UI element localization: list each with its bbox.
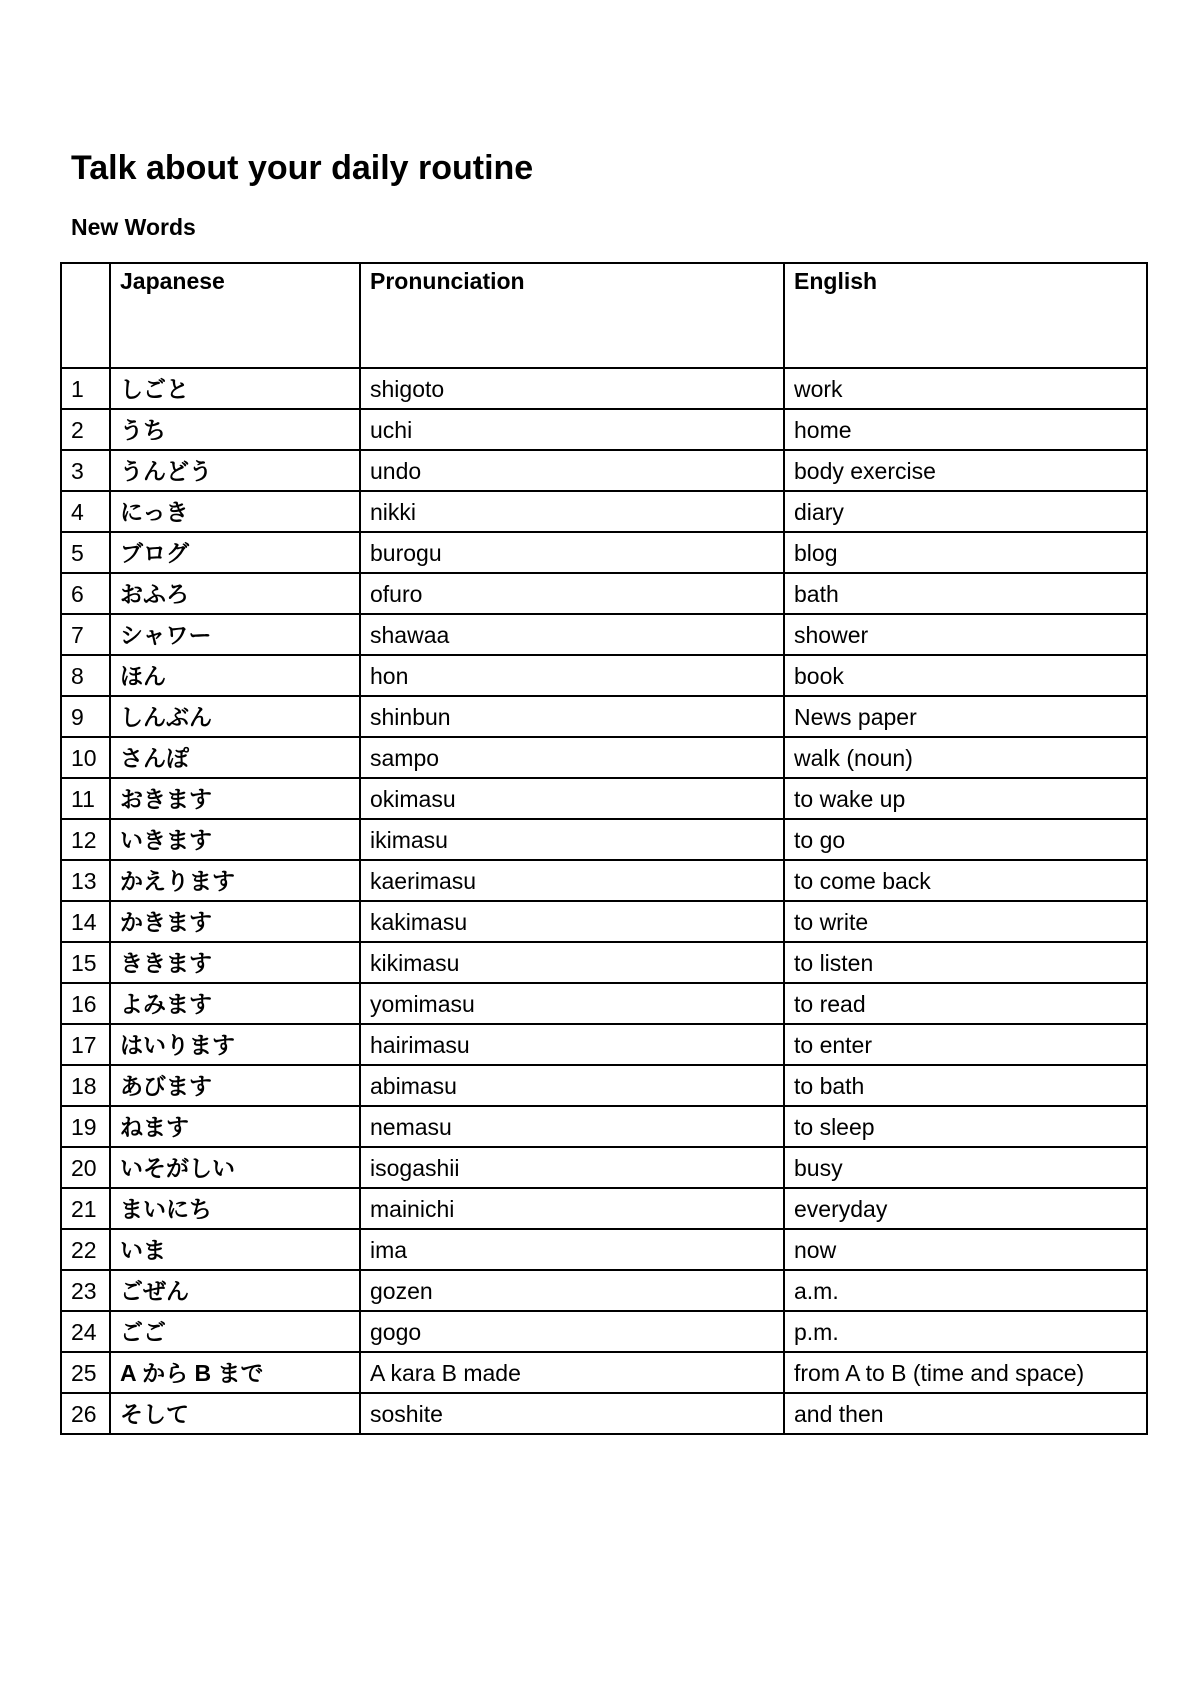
cell-number: 15 (61, 942, 110, 983)
cell-pronunciation: sampo (360, 737, 784, 778)
cell-english: to enter (784, 1024, 1147, 1065)
cell-number: 4 (61, 491, 110, 532)
cell-pronunciation: undo (360, 450, 784, 491)
table-row (61, 1311, 1147, 1352)
cell-pronunciation: kaerimasu (360, 860, 784, 901)
cell-pronunciation: shinbun (360, 696, 784, 737)
cell-japanese: はいります (110, 1024, 360, 1065)
table-row (61, 860, 1147, 901)
cell-pronunciation: nikki (360, 491, 784, 532)
cell-english: to sleep (784, 1106, 1147, 1147)
cell-english: book (784, 655, 1147, 696)
cell-number: 22 (61, 1229, 110, 1270)
table-row (61, 573, 1147, 614)
table-header-row (61, 263, 1147, 368)
cell-pronunciation: A kara B made (360, 1352, 784, 1393)
cell-japanese: にっき (110, 491, 360, 532)
table-row (61, 737, 1147, 778)
cell-number: 1 (61, 368, 110, 409)
cell-japanese: ほん (110, 655, 360, 696)
cell-number: 17 (61, 1024, 110, 1065)
cell-number: 7 (61, 614, 110, 655)
cell-english: blog (784, 532, 1147, 573)
cell-english: to read (784, 983, 1147, 1024)
cell-english: to bath (784, 1065, 1147, 1106)
cell-pronunciation: ima (360, 1229, 784, 1270)
cell-pronunciation: okimasu (360, 778, 784, 819)
cell-japanese: ごご (110, 1311, 360, 1352)
table-row (61, 655, 1147, 696)
table-row (61, 1024, 1147, 1065)
table-row (61, 1229, 1147, 1270)
table-row (61, 409, 1147, 450)
table-row (61, 491, 1147, 532)
cell-english: p.m. (784, 1311, 1147, 1352)
cell-number: 25 (61, 1352, 110, 1393)
cell-number: 23 (61, 1270, 110, 1311)
cell-number: 16 (61, 983, 110, 1024)
cell-japanese: シャワー (110, 614, 360, 655)
table-row (61, 450, 1147, 491)
cell-number: 18 (61, 1065, 110, 1106)
table-row (61, 901, 1147, 942)
section-subtitle: New Words (71, 214, 196, 240)
cell-number: 20 (61, 1147, 110, 1188)
cell-english: from A to B (time and space) (784, 1352, 1147, 1393)
table-row (61, 532, 1147, 573)
cell-english: to come back (784, 860, 1147, 901)
table-row (61, 1393, 1147, 1434)
cell-pronunciation: abimasu (360, 1065, 784, 1106)
cell-english: to wake up (784, 778, 1147, 819)
vocabulary-table (60, 262, 1148, 1435)
cell-japanese: しごと (110, 368, 360, 409)
cell-english: now (784, 1229, 1147, 1270)
cell-japanese: おふろ (110, 573, 360, 614)
cell-english: home (784, 409, 1147, 450)
cell-number: 13 (61, 860, 110, 901)
cell-english: everyday (784, 1188, 1147, 1229)
cell-english: News paper (784, 696, 1147, 737)
cell-number: 11 (61, 778, 110, 819)
page-title: Talk about your daily routine (71, 149, 534, 187)
table-row (61, 1188, 1147, 1229)
cell-english: shower (784, 614, 1147, 655)
table-row (61, 1147, 1147, 1188)
cell-english: diary (784, 491, 1147, 532)
table-row (61, 696, 1147, 737)
cell-japanese: いま (110, 1229, 360, 1270)
table-row (61, 1106, 1147, 1147)
cell-number: 21 (61, 1188, 110, 1229)
table-row (61, 368, 1147, 409)
cell-japanese: よみます (110, 983, 360, 1024)
header-pronunciation: Pronunciation (360, 263, 784, 368)
cell-japanese: まいにち (110, 1188, 360, 1229)
cell-japanese: そして (110, 1393, 360, 1434)
cell-english: walk (noun) (784, 737, 1147, 778)
cell-pronunciation: hon (360, 655, 784, 696)
cell-japanese: おきます (110, 778, 360, 819)
cell-japanese: A から B まで (110, 1352, 360, 1393)
cell-japanese: ブログ (110, 532, 360, 573)
table-row (61, 614, 1147, 655)
cell-number: 24 (61, 1311, 110, 1352)
cell-japanese: しんぶん (110, 696, 360, 737)
cell-english: to go (784, 819, 1147, 860)
cell-number: 19 (61, 1106, 110, 1147)
cell-japanese: あびます (110, 1065, 360, 1106)
cell-pronunciation: kikimasu (360, 942, 784, 983)
cell-number: 14 (61, 901, 110, 942)
cell-pronunciation: soshite (360, 1393, 784, 1434)
cell-english: to write (784, 901, 1147, 942)
table-row (61, 1352, 1147, 1393)
cell-pronunciation: isogashii (360, 1147, 784, 1188)
table-row (61, 1270, 1147, 1311)
header-english: English (784, 263, 1147, 368)
header-number (61, 263, 110, 368)
cell-japanese: ねます (110, 1106, 360, 1147)
cell-english: and then (784, 1393, 1147, 1434)
cell-number: 3 (61, 450, 110, 491)
cell-english: bath (784, 573, 1147, 614)
cell-japanese: うち (110, 409, 360, 450)
header-japanese: Japanese (110, 263, 360, 368)
table-body (61, 368, 1147, 1434)
cell-pronunciation: nemasu (360, 1106, 784, 1147)
cell-japanese: いきます (110, 819, 360, 860)
table-row (61, 983, 1147, 1024)
cell-number: 2 (61, 409, 110, 450)
cell-pronunciation: gozen (360, 1270, 784, 1311)
cell-number: 26 (61, 1393, 110, 1434)
cell-pronunciation: yomimasu (360, 983, 784, 1024)
cell-japanese: かえります (110, 860, 360, 901)
cell-japanese: ききます (110, 942, 360, 983)
cell-japanese: かきます (110, 901, 360, 942)
cell-english: a.m. (784, 1270, 1147, 1311)
cell-pronunciation: mainichi (360, 1188, 784, 1229)
cell-number: 12 (61, 819, 110, 860)
cell-japanese: いそがしい (110, 1147, 360, 1188)
cell-number: 10 (61, 737, 110, 778)
cell-pronunciation: uchi (360, 409, 784, 450)
table-row (61, 819, 1147, 860)
cell-number: 5 (61, 532, 110, 573)
cell-english: busy (784, 1147, 1147, 1188)
cell-number: 8 (61, 655, 110, 696)
cell-pronunciation: hairimasu (360, 1024, 784, 1065)
cell-pronunciation: shigoto (360, 368, 784, 409)
table-row (61, 942, 1147, 983)
cell-pronunciation: burogu (360, 532, 784, 573)
cell-number: 9 (61, 696, 110, 737)
cell-number: 6 (61, 573, 110, 614)
cell-english: to listen (784, 942, 1147, 983)
cell-pronunciation: gogo (360, 1311, 784, 1352)
cell-pronunciation: ofuro (360, 573, 784, 614)
table-row (61, 778, 1147, 819)
table-row (61, 1065, 1147, 1106)
cell-pronunciation: shawaa (360, 614, 784, 655)
cell-english: work (784, 368, 1147, 409)
cell-japanese: さんぽ (110, 737, 360, 778)
cell-pronunciation: ikimasu (360, 819, 784, 860)
cell-japanese: うんどう (110, 450, 360, 491)
cell-english: body exercise (784, 450, 1147, 491)
cell-pronunciation: kakimasu (360, 901, 784, 942)
cell-japanese: ごぜん (110, 1270, 360, 1311)
